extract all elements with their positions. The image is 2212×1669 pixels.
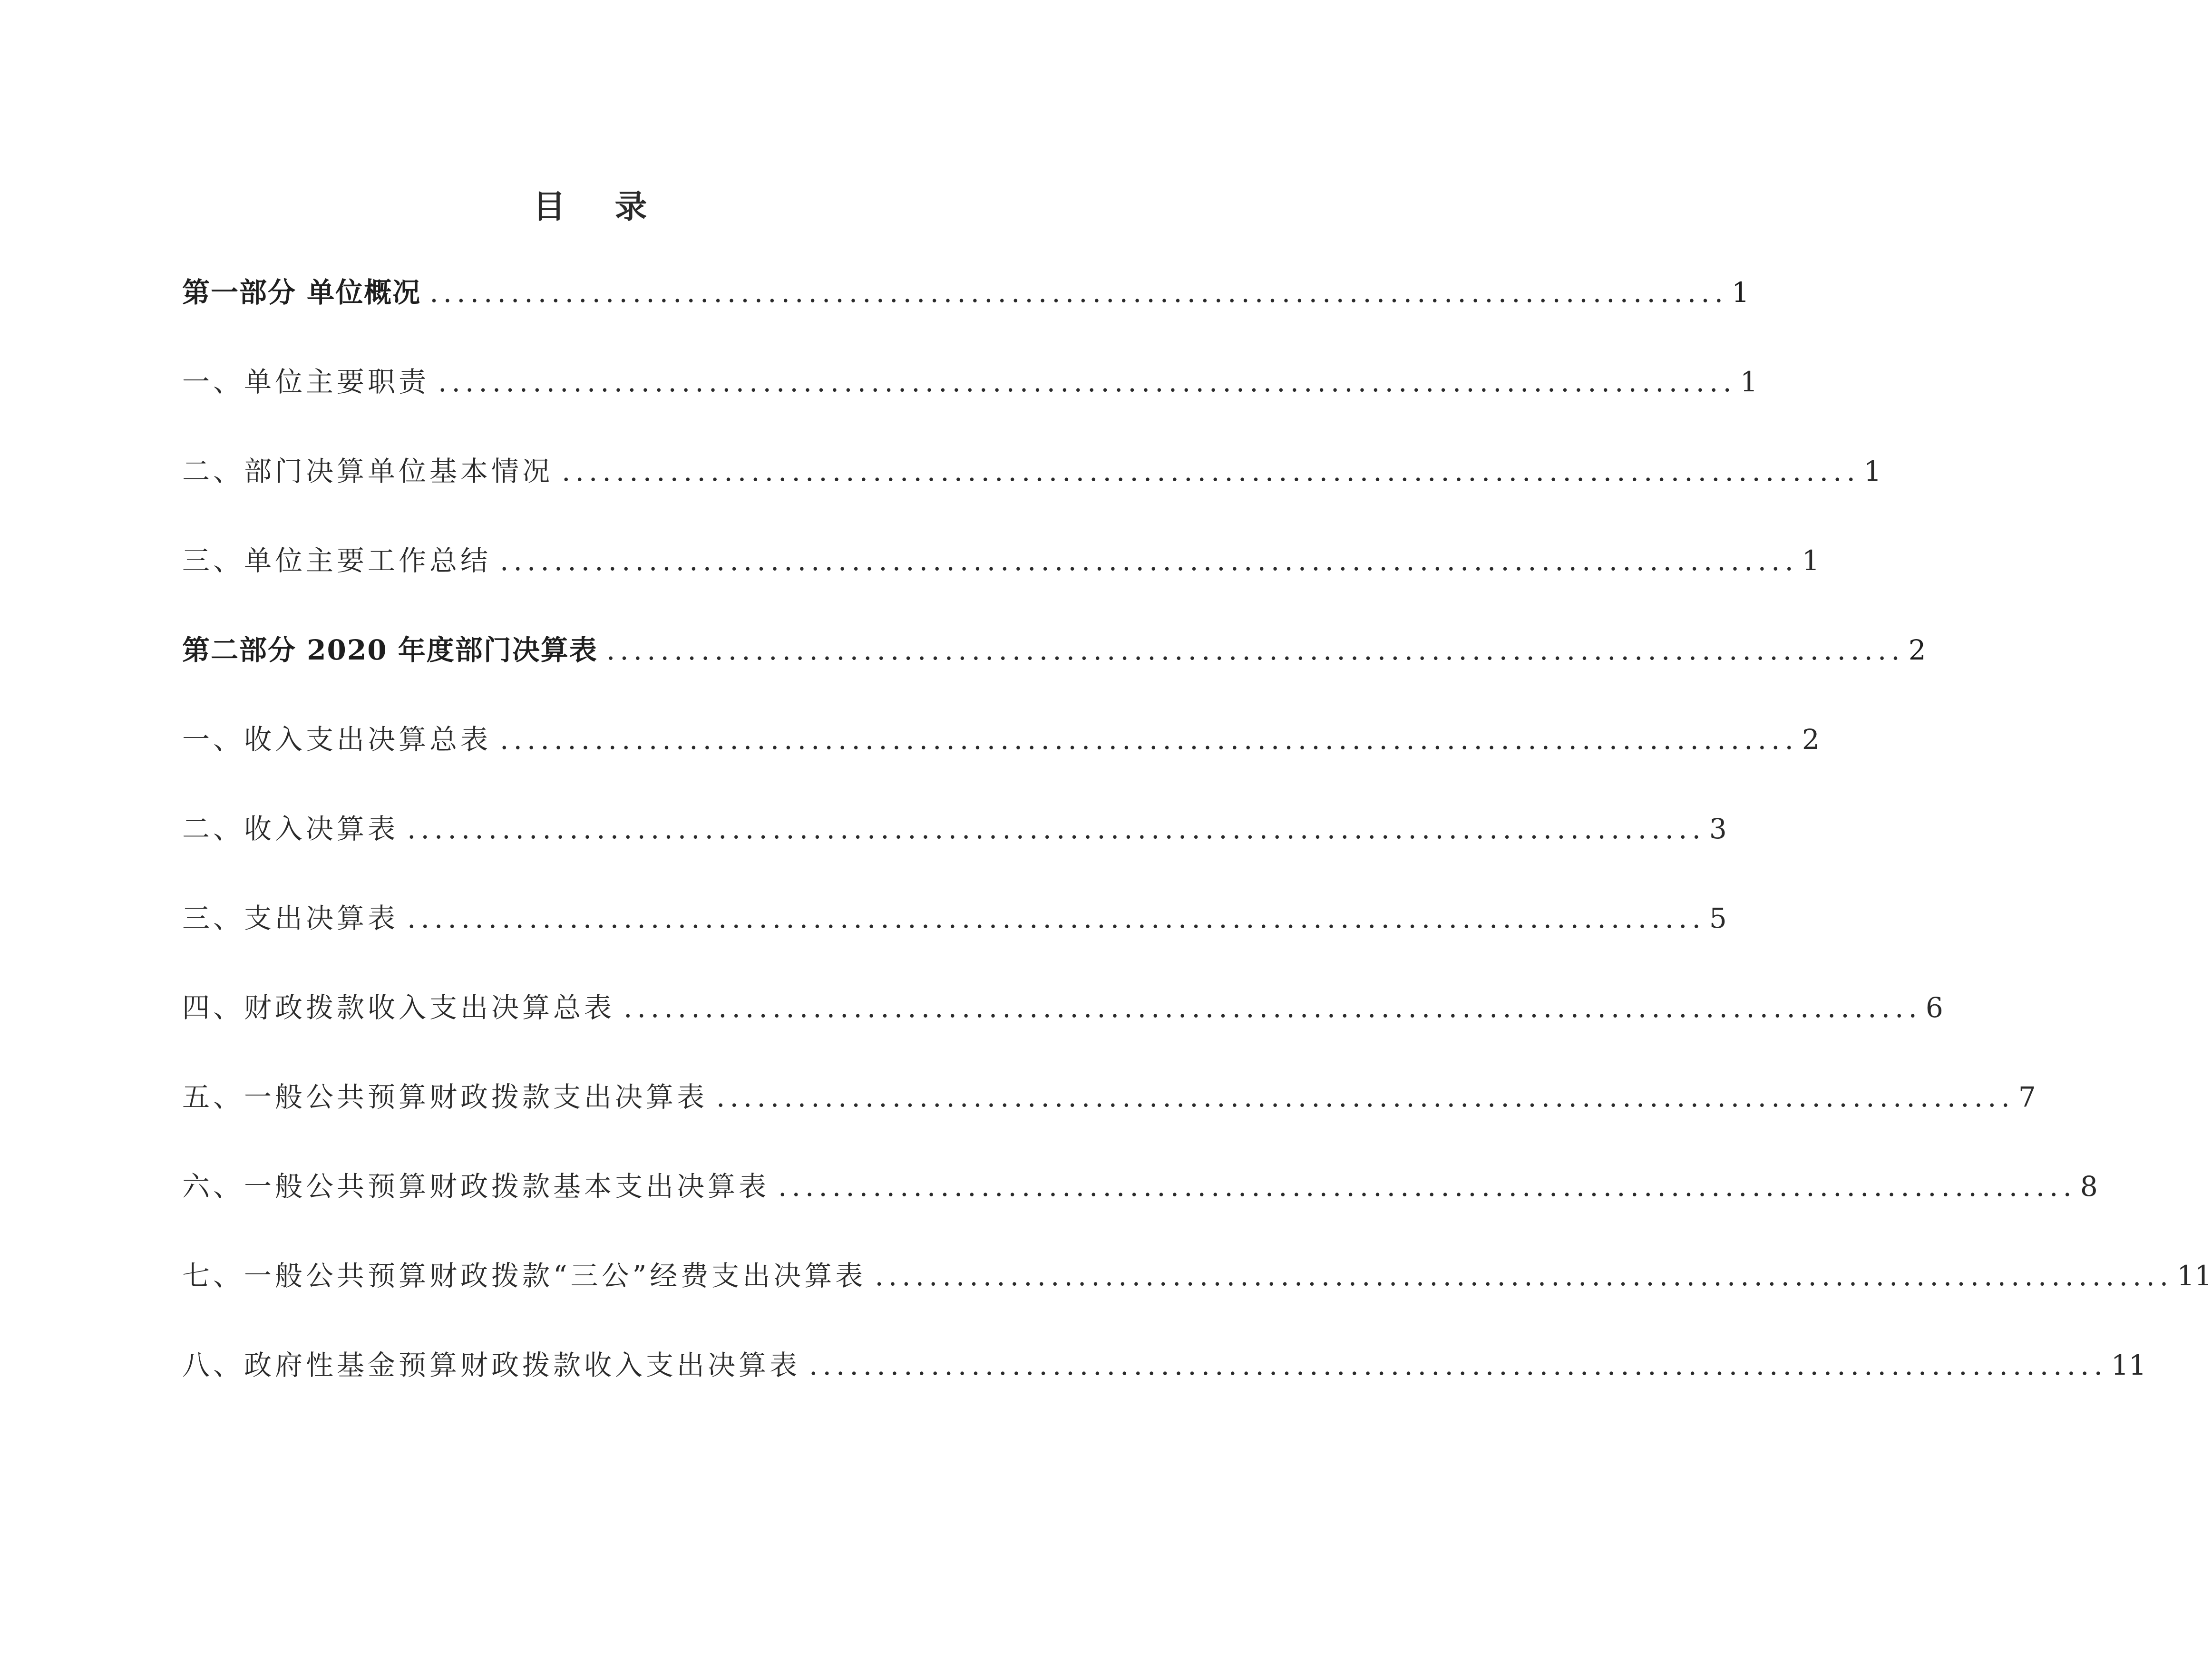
toc-entry[interactable]: [182, 812, 1727, 902]
toc-page-number: 1: [1802, 544, 1820, 577]
toc-page-number: 1: [1740, 366, 1758, 398]
toc-entry-label: 三、支出决算表: [182, 902, 399, 934]
toc-dot-leader: ................................................................................................: [407, 813, 1705, 845]
toc-entry[interactable]: [182, 902, 1727, 991]
toc-dot-leader: ................................................................................................: [438, 366, 1736, 398]
toc-dot-leader: ................................................................................................: [500, 544, 1798, 577]
toc-page-number: 7: [2018, 1081, 2036, 1113]
toc-entry-label: 一、收入支出决算总表: [182, 723, 492, 756]
toc-entry-label: 二、部门决算单位基本情况: [182, 455, 554, 487]
toc-entry-label: 四、财政拨款收入支出决算总表: [182, 991, 615, 1024]
toc-page-number: 8: [2080, 1170, 2098, 1203]
toc-entry[interactable]: [182, 991, 1943, 1080]
toc-page-number: 11: [2111, 1349, 2146, 1381]
toc-entry-label: 二、收入决算表: [182, 813, 399, 845]
toc-entry-label: 五、一般公共预算财政拨款支出决算表: [182, 1081, 708, 1113]
toc-dot-leader: ................................................................................................: [716, 1081, 2015, 1113]
toc-title: 目 录: [533, 188, 666, 226]
toc-page-number: 11: [2177, 1260, 2212, 1292]
toc-page-number: 1: [1863, 455, 1881, 487]
toc-entry-label: 三、单位主要工作总结: [182, 544, 492, 577]
toc-page-number: 3: [1709, 813, 1727, 845]
toc-entry[interactable]: [182, 723, 1820, 812]
toc-entry[interactable]: [182, 1349, 2146, 1438]
toc-dot-leader: ................................................................................................: [562, 455, 1860, 487]
toc-page-number: 6: [1925, 991, 1943, 1024]
toc-entry-part-2[interactable]: [182, 633, 1926, 723]
toc-dot-leader: ................................................................................................: [606, 634, 1905, 666]
toc-dot-leader: ................................................................................................: [429, 276, 1728, 309]
toc-dot-leader: ................................................................................................: [624, 991, 1922, 1024]
toc-page-number: 5: [1709, 902, 1727, 934]
toc-entry[interactable]: [182, 544, 1820, 633]
toc-page-number: 2: [1908, 634, 1926, 666]
toc-dot-leader: ................................................................................................: [778, 1170, 2076, 1203]
toc-entry[interactable]: [182, 365, 1758, 455]
toc-dot-leader: ................................................................................................: [500, 723, 1798, 756]
toc-entry-part-1[interactable]: [182, 276, 1750, 365]
toc-page-number: 2: [1802, 723, 1820, 756]
toc-entry[interactable]: [182, 455, 1881, 544]
toc-entry-label: 七、一般公共预算财政拨款“三公”经费支出决算表: [182, 1260, 867, 1292]
toc-entry-label: 一、单位主要职责: [182, 366, 430, 398]
toc-dot-leader: ................................................................................................: [809, 1349, 2107, 1381]
toc-entry[interactable]: [182, 1259, 2212, 1349]
toc-entry[interactable]: [182, 1080, 2036, 1170]
toc-entry-label: 第二部分 2020 年度部门决算表: [182, 634, 598, 666]
table-of-contents: [182, 276, 2212, 1438]
toc-dot-leader: ................................................................................................: [407, 902, 1705, 934]
toc-entry[interactable]: [182, 1170, 2098, 1259]
toc-entry-label: 第一部分 单位概况: [182, 276, 421, 309]
toc-entry-label: 六、一般公共预算财政拨款基本支出决算表: [182, 1170, 770, 1203]
toc-page-number: 1: [1732, 276, 1750, 309]
toc-entry-label: 八、政府性基金预算财政拨款收入支出决算表: [182, 1349, 801, 1381]
toc-dot-leader: ................................................................................................: [875, 1260, 2173, 1292]
